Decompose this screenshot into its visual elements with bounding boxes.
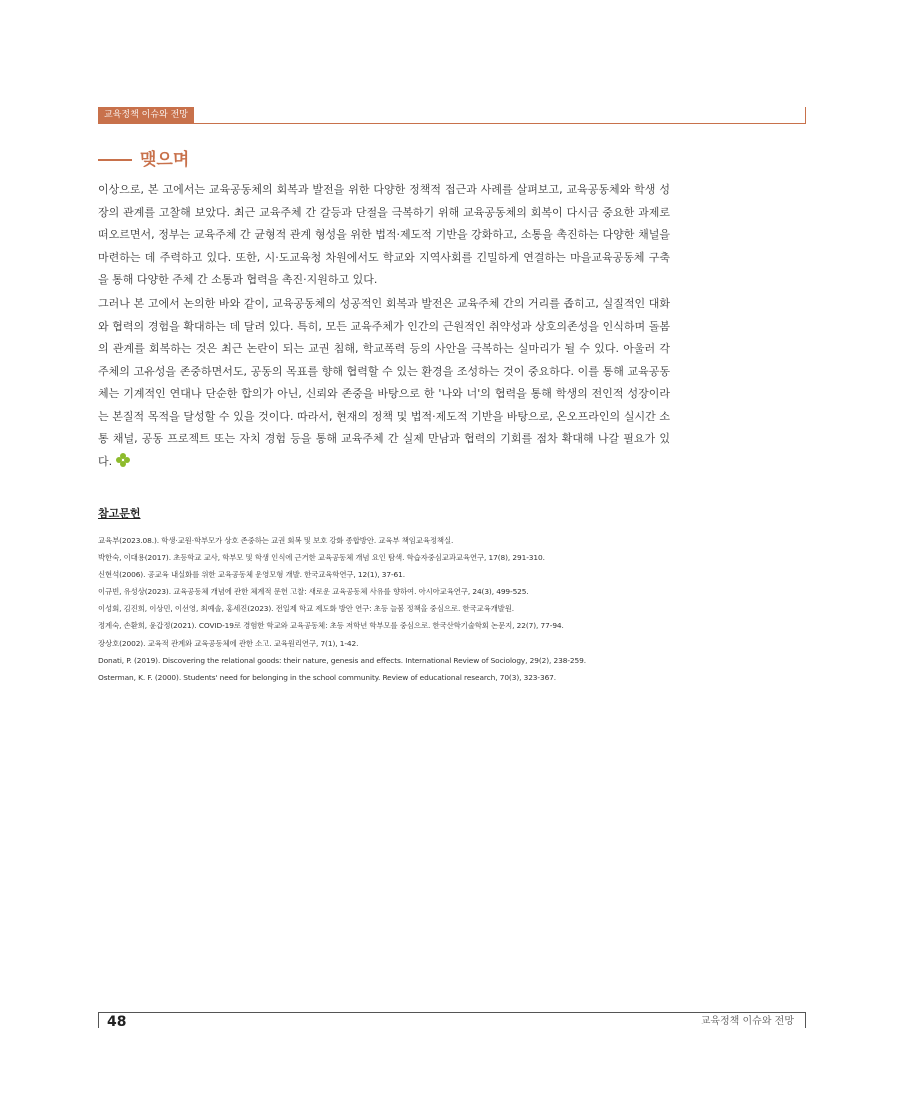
reference-item: Osterman, K. F. (2000). Students' need for belonging in the school community. Review of educational research, 70(3), 323-367. — [98, 672, 557, 682]
section-tag: 교육정책 이슈와 전망 — [98, 107, 194, 123]
body-paragraph-2 — [98, 293, 670, 473]
section-heading — [98, 149, 189, 171]
body-paragraph-1 — [98, 179, 670, 292]
footer-publication-title: 교육정책 이슈와 전망 — [700, 1016, 794, 1027]
clover-icon — [116, 453, 130, 467]
reference-item: 이규빈, 유성상(2023). 교육공동체 개념에 관한 체계적 문헌 고찰: 새로운 교육공동체 사유를 향하여. 아시아교육연구, 24(3), 499-525. — [98, 587, 529, 597]
page-number: 48 — [107, 1014, 127, 1030]
reference-item: 교육부(2023.08.). 학생·교원·학부모가 상호 존중하는 교권 회복 및 보호 강화 종합방안. 교육부 책임교육정책실. — [98, 536, 454, 545]
body-paragraph-1-text: 이상으로, 본 고에서는 교육공동체의 회복과 발전을 위한 다양한 정책적 접근과 사례를 살펴보고, 교육공동체와 학생 성장의 관계를 고찰해 보았다. 최근 교육주체 간 갈등과 단절을 극복하기 위해 교육공동체의 회복이 다시금 중요한 과제로 떠오르면서, 정부는 교육주체 간 균형적 관계 형성을 위한 법적·제도적 기반을 강화하고, 소통을 촉진하는 다양한 채널을 마련하는 데 주력하고 있다. 또한, 시·도교육청 차원에서도 학교와 지역사회를 긴밀하게 연결하는 마을교육공동체 구축을 통해 다양한 주체 간 소통과 협력을 촉진·지원하고 있다. — [98, 183, 670, 286]
section-heading-text: 맺으며 — [140, 150, 190, 170]
footer-rule-right-tick — [805, 1012, 806, 1028]
reference-item: 이성회, 김진희, 이상민, 이선영, 최예솔, 홍세진(2023). 전일제 학교 제도화 방안 연구: 초등 늘봄 정책을 중심으로. 한국교육개발원. — [98, 604, 514, 614]
reference-item: 장상호(2002). 교육적 관계와 교육공동체에 관한 소고. 교육원리연구, 7(1), 1-42. — [98, 638, 359, 648]
reference-item: Donati, P. (2019). Discovering the relational goods: their nature, genesis and effects. International Review of Sociology, 29(2), 238-259. — [98, 655, 586, 665]
references-list — [98, 532, 698, 686]
header-rule — [98, 123, 806, 124]
footer-rule-left-tick — [98, 1012, 99, 1028]
reference-item: 정계숙, 손환희, 윤갑정(2021). COVID-19로 경험한 학교와 교육공동체: 초등 저학년 학부모를 중심으로. 한국산학기술학회 논문지, 22(7), 77-94. — [98, 621, 564, 631]
reference-item: 박한숙, 이대용(2017). 초등학교 교사, 학부모 및 학생 인식에 근거한 교육공동체 개념 요인 탐색. 학습자중심교과교육연구, 17(8), 291-310. — [98, 553, 545, 563]
footer-rule — [98, 1012, 806, 1013]
references-title: 참고문헌 — [98, 507, 141, 520]
header-rule-end-tick — [805, 107, 806, 124]
reference-item: 신현석(2006). 공교육 내실화를 위한 교육공동체 운영모형 개발. 한국교육학연구, 12(1), 37-61. — [98, 570, 405, 580]
heading-accent-line — [98, 159, 132, 161]
body-paragraph-2-text: 그러나 본 고에서 논의한 바와 같이, 교육공동체의 성공적인 회복과 발전은 교육주체 간의 거리를 좁히고, 실질적인 대화와 협력의 경험을 확대하는 데 달려 있다. 특히, 모든 교육주체가 인간의 근원적인 취약성과 상호의존성을 인식하며 돌봄의 관계를 회복하는 것은 최근 논란이 되는 교권 침해, 학교폭력 등의 사안을 극복하는 실마리가 될 수 있다. 아울러 각 주체의 고유성을 존중하면서도, 공동의 목표를 향해 협력할 수 있는 환경을 조성하는 것이 중요하다. 이를 통해 교육공동체는 기계적인 연대나 단순한 합의가 아닌, 신뢰와 존중을 바탕으로 한 '나와 너'의 협력을 통해 학생의 전인적 성장이라는 본질적 목적을 달성할 수 있을 것이다. 따라서, 현재의 정책 및 법적·제도적 기반을 바탕으로, 온오프라인의 실시간 소통 채널, 공동 프로젝트 또는 자치 경험 등을 통해 교육주체 간 실제 만남과 협력의 기회를 점차 확대해 나갈 필요가 있다. — [98, 297, 670, 468]
